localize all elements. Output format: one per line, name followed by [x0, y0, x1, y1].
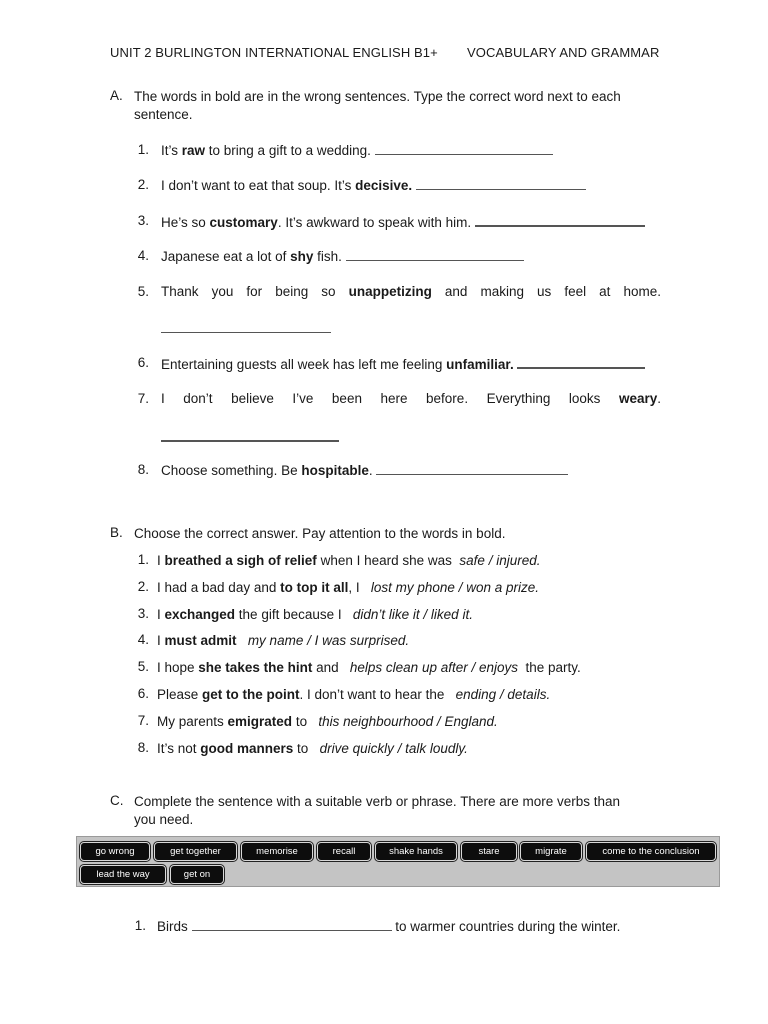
- a-item-3: He’s so customary. It’s awkward to speak with him.: [161, 213, 645, 232]
- a-item-6: Entertaining guests all week has left me feeling unfamiliar.: [161, 355, 645, 374]
- b-item-4: I must admit my name / I was surprised.: [157, 633, 410, 648]
- word-chip[interactable]: get together: [154, 842, 237, 861]
- a-item-number: 1.: [137, 142, 149, 157]
- a-item-number: 5.: [137, 284, 149, 299]
- c-item-number: 1.: [134, 918, 146, 933]
- answer-options[interactable]: drive quickly / talk loudly.: [319, 741, 468, 756]
- a-item-number: 3.: [137, 213, 149, 228]
- word-chip[interactable]: go wrong: [80, 842, 150, 861]
- word-chip[interactable]: migrate: [520, 842, 582, 861]
- a-item-5: Thank you for being so unappetizing and making us feel at home.: [161, 284, 661, 299]
- answer-options[interactable]: didn’t like it / liked it.: [352, 607, 473, 622]
- b-item-5: I hope she takes the hint and helps clean up after / enjoys the party.: [157, 660, 581, 675]
- a-item-4: Japanese eat a lot of shy fish.: [161, 248, 524, 266]
- b-item-2: I had a bad day and to top it all, I lost my phone / won a prize.: [157, 580, 539, 595]
- section-b-instruction: Choose the correct answer. Pay attention to the words in bold.: [134, 526, 506, 541]
- word-chip[interactable]: memorise: [241, 842, 313, 861]
- answer-blank[interactable]: [346, 248, 524, 261]
- b-item-number: 6.: [137, 686, 149, 701]
- word-bank: [76, 836, 720, 887]
- word-chip[interactable]: shake hands: [375, 842, 457, 861]
- section-c-instruction: Complete the sentence with a suitable verb or phrase. There are more verbs than you need.: [134, 794, 621, 827]
- b-item-number: 4.: [137, 632, 149, 647]
- answer-blank[interactable]: [416, 177, 586, 190]
- b-item-1: I breathed a sigh of relief when I heard she was safe / injured.: [157, 553, 541, 568]
- b-item-number: 3.: [137, 606, 149, 621]
- answer-blank[interactable]: [475, 213, 645, 227]
- answer-blank[interactable]: [192, 918, 392, 931]
- answer-options[interactable]: my name / I was surprised.: [247, 633, 410, 648]
- answer-options[interactable]: ending / details.: [455, 687, 551, 702]
- answer-blank[interactable]: [375, 142, 553, 155]
- c-item-1: Birds to warmer countries during the winter.: [157, 919, 621, 934]
- a-item-2: I don’t want to eat that soup. It’s decisive.: [161, 177, 586, 195]
- answer-options[interactable]: lost my phone / won a prize.: [370, 580, 539, 595]
- section-b-letter: B.: [110, 525, 123, 540]
- section-a-letter: A.: [110, 88, 123, 103]
- word-chip[interactable]: lead the way: [80, 865, 166, 884]
- a-item-8: Choose something. Be hospitable.: [161, 462, 568, 480]
- answer-options[interactable]: helps clean up after / enjoys: [349, 660, 518, 675]
- word-chip[interactable]: get on: [170, 865, 224, 884]
- b-item-number: 1.: [137, 552, 149, 567]
- a-item-number: 8.: [137, 462, 149, 477]
- a-item-number: 2.: [137, 177, 149, 192]
- word-chip[interactable]: recall: [317, 842, 371, 861]
- b-item-number: 8.: [137, 740, 149, 755]
- b-item-number: 5.: [137, 659, 149, 674]
- b-item-6: Please get to the point. I don’t want to hear the ending / details.: [157, 687, 551, 702]
- a-item-1: It’s raw to bring a gift to a wedding.: [161, 142, 553, 160]
- b-item-3: I exchanged the gift because I didn’t like it / liked it.: [157, 607, 473, 622]
- word-chip[interactable]: come to the conclusion: [586, 842, 716, 861]
- section-a-instruction: The words in bold are in the wrong sentences. Type the correct word next to each sentence.: [134, 89, 621, 122]
- b-item-8: It’s not good manners to drive quickly / talk loudly.: [157, 741, 468, 756]
- answer-blank[interactable]: [376, 462, 568, 475]
- header-unit-title: UNIT 2 BURLINGTON INTERNATIONAL ENGLISH B1+: [110, 45, 438, 60]
- a-item-number: 7.: [137, 391, 149, 406]
- answer-blank[interactable]: [161, 320, 331, 333]
- header-section-title: VOCABULARY AND GRAMMAR: [467, 45, 660, 60]
- answer-options[interactable]: safe / injured.: [459, 553, 541, 568]
- word-chip[interactable]: stare: [461, 842, 517, 861]
- section-c-letter: C.: [110, 793, 124, 808]
- b-item-7: My parents emigrated to this neighbourhood / England.: [157, 714, 498, 729]
- answer-options[interactable]: this neighbourhood / England.: [318, 714, 498, 729]
- answer-blank[interactable]: [517, 355, 645, 369]
- a-item-7: I don’t believe I’ve been here before. Everything looks weary.: [161, 391, 661, 406]
- a-item-number: 4.: [137, 248, 149, 263]
- b-item-number: 7.: [137, 713, 149, 728]
- answer-blank[interactable]: [161, 428, 339, 442]
- b-item-number: 2.: [137, 579, 149, 594]
- a-item-number: 6.: [137, 355, 149, 370]
